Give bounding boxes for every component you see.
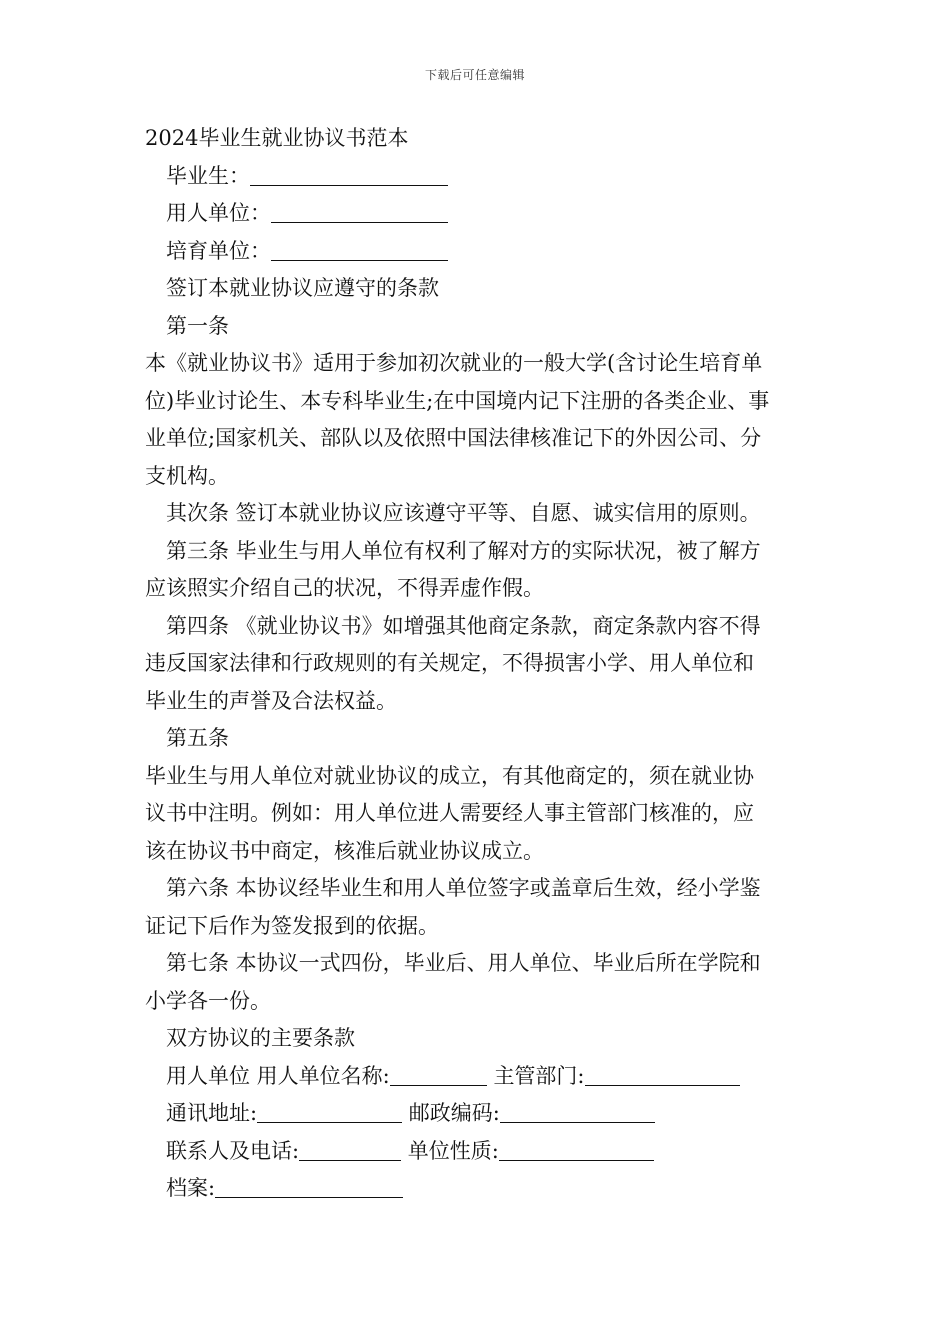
postcode-label: 邮政编码:	[408, 1101, 500, 1125]
unit-nature-label: 单位性质:	[407, 1138, 499, 1163]
article-3-line: 第三条 毕业生与用人单位有权利了解对方的实际状况，被了解方	[166, 538, 761, 563]
article-2: 其次条 签订本就业协议应该遵守平等、自愿、诚实信用的原则。	[166, 501, 761, 525]
article-5-title: 第五条	[166, 726, 229, 750]
main-terms-heading: 双方协议的主要条款	[166, 1026, 355, 1050]
supervisor-blank[interactable]	[585, 1063, 740, 1086]
article-1-line: 业单位;国家机关、部队以及依照中国法律核准记下的外因公司、分	[145, 426, 762, 450]
article-5-line: 毕业生与用人单位对就业协议的成立，有其他商定的，须在就业协	[145, 763, 754, 788]
archive-label: 档案:	[166, 1176, 216, 1200]
graduate-blank[interactable]	[250, 163, 448, 186]
contact-row	[145, 1133, 810, 1171]
contact-label: 联系人及电话:	[166, 1138, 300, 1163]
article-1-title: 第一条	[166, 313, 229, 338]
employer-name-row	[145, 1058, 810, 1096]
article-1-line: 支机构。	[145, 463, 229, 488]
graduate-label: 毕业生：	[166, 163, 250, 188]
article-4-line: 第四条 《就业协议书》如增强其他商定条款，商定条款内容不得	[166, 613, 761, 638]
document-title: 2024毕业生就业协议书范本	[145, 126, 409, 150]
employer-field	[145, 195, 810, 233]
article-1-line: 本《就业协议书》适用于参加初次就业的一般大学(含讨论生培育单	[145, 351, 763, 375]
graduate-field	[145, 158, 810, 196]
address-blank[interactable]	[257, 1100, 402, 1123]
employer-label: 用人单位：	[166, 201, 271, 225]
article-7-line: 小学各一份。	[145, 988, 271, 1013]
training-unit-label: 培育单位：	[166, 238, 271, 263]
article-3-line: 应该照实介绍自己的状况，不得弄虚作假。	[145, 576, 544, 600]
article-4-line: 毕业生的声誉及合法权益。	[145, 688, 397, 713]
document-body	[145, 120, 810, 1208]
unit-nature-blank[interactable]	[499, 1138, 654, 1161]
article-7-line: 第七条 本协议一式四份，毕业后、用人单位、毕业后所在学院和	[166, 951, 761, 975]
archive-blank[interactable]	[215, 1175, 403, 1198]
employer-name-blank[interactable]	[390, 1063, 487, 1086]
training-unit-blank[interactable]	[271, 238, 448, 261]
section-heading: 签订本就业协议应遵守的条款	[166, 276, 439, 300]
address-label: 通讯地址:	[166, 1101, 258, 1125]
postcode-blank[interactable]	[500, 1100, 655, 1123]
article-5-line: 该在协议书中商定，核准后就业协议成立。	[145, 838, 544, 863]
article-5-line: 议书中注明。例如：用人单位进人需要经人事主管部门核准的，应	[145, 801, 754, 825]
employer-name-label: 用人单位 用人单位名称:	[166, 1063, 390, 1088]
article-6-line: 第六条 本协议经毕业生和用人单位签字或盖章后生效，经小学鉴	[166, 876, 761, 900]
contact-blank[interactable]	[299, 1138, 401, 1161]
supervisor-label: 主管部门:	[493, 1063, 585, 1088]
article-1-line: 位)毕业讨论生、本专科毕业生;在中国境内记下注册的各类企业、事	[145, 388, 770, 413]
article-4-line: 违反国家法律和行政规则的有关规定，不得损害小学、用人单位和	[145, 651, 754, 675]
employer-blank[interactable]	[271, 200, 448, 223]
header-note: 下载后可任意编辑	[424, 68, 525, 82]
archive-row	[145, 1170, 810, 1208]
address-row	[145, 1095, 810, 1133]
article-6-line: 证记下后作为签发报到的依据。	[145, 913, 439, 938]
training-unit-field	[145, 233, 810, 271]
